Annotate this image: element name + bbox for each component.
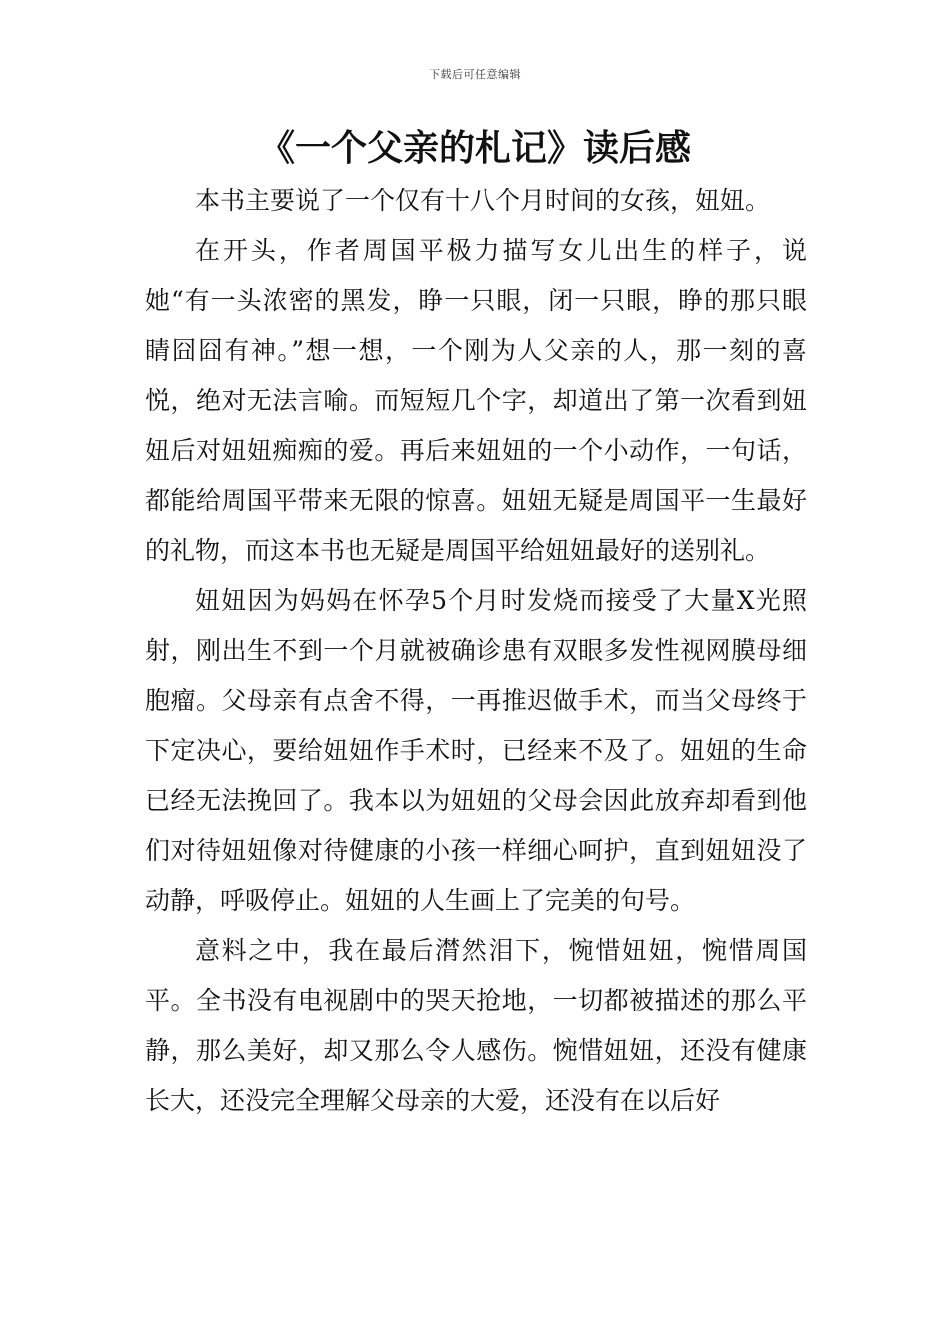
document-title: 《一个父亲的札记》读后感 bbox=[258, 128, 691, 169]
paragraph-illness: 妞妞因为妈妈在怀孕5个月时发烧而接受了大量X光照射，刚出生不到一个月就被确诊患有双眼多发性视网膜母细胞瘤。父母亲有点舍不得，一再推迟做手术，而当父母终于下定决心，要给妞妞作手术时，已经来不及了。妞妞的生命已经无法挽回了。我本以为妞妞的父母会因此放弃却看到他们对待妞妞像对待健康的小孩一样细心呵护，直到妞妞没了动静，呼吸停止。妞妞的人生画上了完美的句号。 bbox=[145, 586, 807, 915]
paragraph-reflection: 意料之中，我在最后潸然泪下，惋惜妞妞，惋惜周国平。全书没有电视剧中的哭天抢地，一切都被描述的那么平静，那么美好，却又那么令人感伤。惋惜妞妞，还没有健康长大，还没完全理解父母亲的大爱，还没有在以后好 bbox=[145, 936, 807, 1115]
paragraph-intro: 本书主要说了一个仅有十八个月时间的女孩，妞妞。 bbox=[195, 186, 771, 215]
document-body bbox=[145, 176, 807, 1126]
paragraph-opening: 在开头，作者周国平极力描写女儿出生的样子，说她“有一头浓密的黑发，睁一只眼，闭一只眼，睁的那只眼睛囧囧有神。”想一想，一个刚为人父亲的人，那一刻的喜悦，绝对无法言喻。而短短几个字，却道出了第一次看到妞妞后对妞妞痴痴的爱。再后来妞妞的一个小动作，一句话，都能给周国平带来无限的惊喜。妞妞无疑是周国平一生最好的礼物，而这本书也无疑是周国平给妞妞最好的送别礼。 bbox=[145, 236, 807, 565]
header-note: 下载后可任意编辑 bbox=[429, 68, 521, 81]
